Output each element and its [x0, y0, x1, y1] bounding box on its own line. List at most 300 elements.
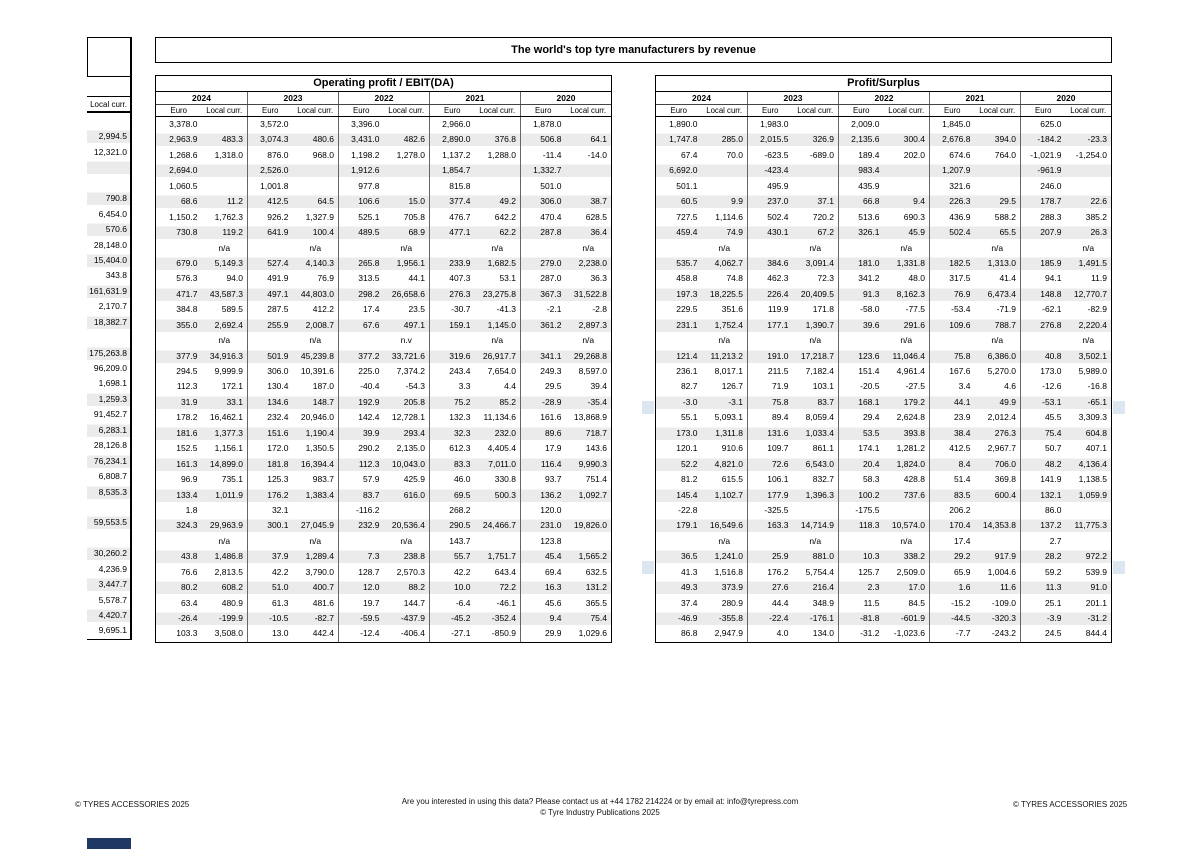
- value-cell: 4,062.7: [714, 257, 743, 268]
- value-cell: 1,752.4: [714, 319, 743, 330]
- value-cell: [702, 117, 748, 132]
- value-cell: -59.5: [338, 611, 384, 626]
- value-cell: 365.5: [585, 597, 607, 608]
- value-cell: [929, 241, 975, 256]
- value-cell: 3,431.0: [338, 132, 384, 147]
- table-row: [156, 241, 611, 256]
- value-cell: -82.7: [314, 613, 334, 623]
- value-cell: 112.3: [176, 381, 198, 392]
- value-cell: 319.6: [429, 349, 475, 364]
- left-column-row: [87, 346, 130, 361]
- value-cell: 384.8: [176, 304, 198, 315]
- value-cell: 45.9: [908, 227, 925, 238]
- value-cell: [1066, 117, 1112, 132]
- local-currency-cell: 6,283.1: [98, 424, 127, 435]
- value-cell: 53.1: [499, 273, 516, 284]
- logo-fragment: [87, 838, 131, 849]
- footer-contact-line1: Are you interested in using this data? Please contact us at +44 1782 214224 or by email at: info@tyrepress.com: [401, 797, 799, 806]
- left-column-row: [87, 485, 130, 500]
- table-row: [156, 534, 611, 549]
- value-cell: 10,391.6: [300, 366, 334, 376]
- table-row: [656, 302, 1111, 317]
- value-cell: 237.0: [747, 194, 793, 209]
- value-cell: 288.3: [1020, 210, 1066, 225]
- value-cell: -58.0: [838, 302, 884, 317]
- table-row: [656, 441, 1111, 456]
- value-cell: 3,309.3: [1078, 412, 1107, 423]
- value-cell: 6,692.0: [669, 165, 698, 176]
- value-cell: 20,409.5: [800, 288, 834, 299]
- euro-column-header: Euro: [747, 105, 793, 116]
- value-cell: 233.9: [429, 256, 475, 271]
- value-cell: 148.7: [312, 396, 334, 407]
- value-cell: 2,009.0: [838, 117, 884, 132]
- value-cell: 3.3: [429, 379, 475, 394]
- left-column-row: [87, 315, 130, 330]
- value-cell: 172.1: [221, 381, 243, 392]
- left-column-row: [87, 562, 130, 577]
- value-cell: 27,045.9: [300, 520, 334, 531]
- value-cell: 63.4: [180, 597, 198, 608]
- value-cell: [202, 163, 248, 178]
- local-currency-cell: 9,695.1: [98, 625, 127, 636]
- value-cell: 306.0: [247, 364, 293, 379]
- local-currency-cell: 76,234.1: [93, 455, 127, 466]
- value-cell: -77.5: [905, 304, 925, 315]
- value-cell: n/a: [309, 242, 322, 253]
- value-cell: 37.9: [247, 549, 293, 564]
- table-row: [656, 194, 1111, 209]
- value-cell: [1020, 241, 1066, 256]
- value-cell: 1,268.6: [169, 149, 198, 160]
- value-cell: 3,378.0: [169, 119, 198, 129]
- value-cell: 11.3: [1020, 580, 1066, 595]
- value-cell: 66.8: [838, 194, 884, 209]
- value-cell: 10.0: [429, 580, 475, 595]
- value-cell: 6,543.0: [805, 458, 834, 469]
- local-currency-column-header: Local curr.: [706, 106, 743, 115]
- value-cell: 103.1: [812, 381, 834, 392]
- value-cell: 393.8: [903, 427, 925, 438]
- value-cell: 44.4: [747, 596, 793, 611]
- value-cell: -11.4: [520, 148, 566, 163]
- value-cell: -10.5: [247, 611, 293, 626]
- value-cell: 317.5: [929, 271, 975, 286]
- table-row: [656, 611, 1111, 626]
- value-cell: 287.5: [247, 302, 293, 317]
- left-column-top-box: [87, 37, 132, 77]
- value-cell: 89.4: [747, 410, 793, 425]
- value-cell: 59.2: [1020, 565, 1066, 580]
- value-cell: -22.8: [678, 504, 698, 515]
- value-cell: -7.7: [929, 626, 975, 641]
- left-column-row: [87, 423, 130, 438]
- value-cell: 11,134.6: [483, 412, 516, 423]
- value-cell: -31.2: [838, 626, 884, 641]
- value-cell: 68.6: [180, 196, 198, 207]
- value-cell: 977.8: [338, 179, 384, 194]
- table-row: [156, 518, 611, 533]
- value-cell: 12.0: [338, 580, 384, 595]
- value-cell: [975, 534, 1021, 549]
- value-cell: n/a: [809, 335, 822, 346]
- left-column-row: [87, 145, 130, 160]
- value-cell: 69.5: [429, 488, 475, 503]
- value-cell: [520, 333, 566, 348]
- euro-column-header: Euro: [429, 105, 475, 116]
- euro-column-header: Euro: [247, 105, 293, 116]
- local-currency-cell: 59,553.5: [93, 517, 127, 528]
- value-cell: 285.0: [721, 134, 743, 145]
- value-cell: 293.4: [403, 427, 425, 438]
- value-cell: 2,676.8: [929, 132, 975, 147]
- value-cell: 55.7: [429, 549, 475, 564]
- value-cell: -1,254.0: [1075, 149, 1107, 160]
- value-cell: [247, 333, 293, 348]
- value-cell: 265.8: [338, 256, 384, 271]
- value-cell: 246.0: [1020, 179, 1066, 194]
- value-cell: 1,150.2: [169, 211, 198, 222]
- value-cell: 29.4: [838, 410, 884, 425]
- value-cell: 1,313.0: [987, 257, 1016, 268]
- value-cell: -320.3: [991, 613, 1016, 623]
- value-cell: 181.0: [838, 256, 884, 271]
- local-currency-cell: [87, 176, 130, 191]
- value-cell: 470.4: [520, 210, 566, 225]
- value-cell: 75.8: [929, 349, 975, 364]
- value-cell: 2.7: [1020, 534, 1066, 549]
- value-cell: 74.9: [726, 227, 743, 238]
- value-cell: 3,074.3: [247, 132, 293, 147]
- left-column-row: [87, 176, 130, 191]
- value-cell: 412.2: [312, 304, 334, 315]
- value-cell: 238.8: [403, 551, 425, 562]
- value-cell: 7,011.0: [488, 458, 516, 469]
- value-cell: 20.4: [838, 457, 884, 472]
- value-cell: 1,331.8: [896, 257, 925, 268]
- value-cell: [429, 241, 475, 256]
- value-cell: 1,682.5: [487, 257, 516, 268]
- value-cell: 84.5: [908, 597, 925, 608]
- value-cell: n/a: [309, 535, 322, 546]
- value-cell: 189.4: [838, 148, 884, 163]
- left-column-row: [87, 469, 130, 484]
- left-column-row: [87, 376, 130, 391]
- value-cell: 45.5: [1020, 410, 1066, 425]
- value-cell: 45.6: [520, 596, 566, 611]
- value-cell: 72.3: [817, 273, 834, 284]
- value-cell: 11,046.4: [892, 350, 925, 361]
- value-cell: 144.7: [403, 597, 425, 608]
- year-label: 2022: [338, 92, 429, 104]
- operating-profit-section-header: Operating profit / EBIT(DA): [155, 75, 612, 92]
- table-row: [656, 225, 1111, 240]
- value-cell: 1,114.6: [715, 211, 743, 222]
- value-cell: 1.8: [185, 504, 198, 515]
- value-cell: 88.2: [408, 582, 425, 593]
- value-cell: 9.9: [731, 196, 743, 207]
- value-cell: 1,198.2: [338, 148, 384, 163]
- local-currency-cell: 3,447.7: [98, 579, 127, 590]
- table-row: [156, 271, 611, 286]
- value-cell: [247, 534, 293, 549]
- value-cell: 20,946.0: [300, 412, 334, 423]
- left-column-row: [87, 222, 130, 237]
- value-cell: [1066, 179, 1112, 194]
- value-cell: 16,549.6: [709, 520, 743, 531]
- value-cell: 341.1: [520, 349, 566, 364]
- value-cell: [884, 163, 930, 178]
- value-cell: 70.0: [726, 149, 743, 160]
- value-cell: 61.3: [247, 596, 293, 611]
- value-cell: 535.7: [676, 257, 698, 268]
- value-cell: 341.2: [838, 271, 884, 286]
- value-cell: 1,288.0: [487, 149, 516, 160]
- value-cell: 86.8: [680, 628, 698, 639]
- value-cell: -44.5: [929, 611, 975, 626]
- value-cell: -6.4: [429, 596, 475, 611]
- value-cell: 11,775.3: [1074, 520, 1107, 531]
- value-cell: 207.9: [1020, 225, 1066, 240]
- table-row: [656, 410, 1111, 425]
- value-cell: 159.1: [429, 318, 475, 333]
- value-cell: 202.0: [903, 149, 925, 160]
- value-cell: -40.4: [338, 379, 384, 394]
- value-cell: 176.2: [747, 565, 793, 580]
- value-cell: 29,963.9: [209, 520, 243, 531]
- table-row: [656, 287, 1111, 302]
- value-cell: 983.4: [838, 163, 884, 178]
- value-cell: [566, 179, 612, 194]
- value-cell: 373.9: [721, 582, 743, 593]
- value-cell: n/a: [991, 335, 1004, 346]
- left-column-row: [87, 454, 130, 469]
- table-row: [656, 379, 1111, 394]
- value-cell: 4,961.4: [896, 366, 925, 376]
- value-cell: 425.9: [403, 474, 425, 485]
- value-cell: -71.9: [996, 304, 1016, 315]
- value-cell: 118.3: [838, 518, 884, 533]
- value-cell: 12,770.7: [1073, 288, 1107, 299]
- operating-profit-table: [155, 75, 612, 643]
- left-column-row: [87, 623, 130, 638]
- local-currency-cell: 96,209.0: [93, 363, 127, 373]
- value-cell: 49.9: [999, 396, 1016, 407]
- local-currency-column-header: Local curr.: [570, 106, 607, 115]
- value-cell: -355.8: [718, 613, 743, 623]
- value-cell: 123.6: [838, 349, 884, 364]
- value-cell: 477.1: [429, 225, 475, 240]
- selection-artifact: [642, 401, 654, 414]
- value-cell: -82.9: [1087, 304, 1107, 315]
- table-row: [656, 534, 1111, 549]
- value-cell: 39.9: [338, 426, 384, 441]
- value-cell: 326.1: [838, 225, 884, 240]
- value-cell: 143.6: [585, 443, 607, 454]
- footer-copyright-left: © TYRES ACCESSORIES 2025: [75, 800, 190, 809]
- value-cell: -22.4: [747, 611, 793, 626]
- value-cell: [293, 163, 339, 178]
- value-cell: 881.0: [812, 551, 834, 562]
- value-cell: 4.6: [1004, 381, 1016, 392]
- euro-column-header: Euro: [929, 105, 975, 116]
- value-cell: 143.7: [429, 534, 475, 549]
- value-cell: 476.7: [429, 210, 475, 225]
- value-cell: -109.0: [991, 597, 1016, 608]
- value-cell: 48.0: [908, 273, 925, 284]
- local-currency-column-header: Local curr.: [479, 106, 516, 115]
- value-cell: 718.7: [585, 427, 607, 438]
- local-currency-cell: 8,535.3: [98, 486, 127, 497]
- value-cell: 2,015.5: [747, 132, 793, 147]
- value-cell: 23.9: [929, 410, 975, 425]
- value-cell: 679.0: [176, 257, 198, 268]
- value-cell: [975, 117, 1021, 132]
- value-cell: [656, 333, 702, 348]
- value-cell: 2,692.4: [214, 319, 243, 330]
- value-cell: 588.2: [994, 211, 1016, 222]
- value-cell: 75.4: [1020, 426, 1066, 441]
- value-cell: 119.2: [222, 227, 243, 238]
- value-cell: -12.6: [1020, 379, 1066, 394]
- value-cell: -16.8: [1087, 381, 1107, 392]
- value-cell: -406.4: [400, 628, 425, 639]
- value-cell: 348.9: [812, 597, 834, 608]
- value-cell: [384, 117, 430, 132]
- value-cell: 720.2: [812, 211, 834, 222]
- value-cell: 3.4: [929, 379, 975, 394]
- year-label: 2023: [247, 92, 338, 104]
- value-cell: 1,278.0: [396, 149, 425, 160]
- left-column-rows: [87, 114, 130, 640]
- value-cell: 832.7: [812, 474, 834, 485]
- value-cell: 5,989.0: [1078, 366, 1107, 376]
- value-cell: -184.2: [1020, 132, 1066, 147]
- value-cell: 39.4: [590, 381, 607, 392]
- value-cell: 641.9: [247, 225, 293, 240]
- profit-surplus-table: [655, 75, 1112, 643]
- local-currency-cell: [87, 531, 130, 546]
- value-cell: 2,947.9: [714, 628, 743, 639]
- value-cell: 86.0: [1020, 503, 1066, 518]
- value-cell: 394.0: [994, 134, 1016, 145]
- value-cell: [293, 117, 339, 132]
- table-row: [656, 132, 1111, 147]
- value-cell: [475, 163, 521, 178]
- value-cell: 276.3: [429, 287, 475, 302]
- table-row: [156, 426, 611, 441]
- euro-column-header: Euro: [670, 106, 687, 115]
- value-cell: 29.9: [520, 626, 566, 641]
- local-currency-cell: 30,260.2: [93, 548, 127, 559]
- value-cell: 170.4: [929, 518, 975, 533]
- table-row: [156, 117, 611, 132]
- value-cell: 206.2: [929, 503, 975, 518]
- value-cell: 489.5: [338, 225, 384, 240]
- value-cell: 232.4: [247, 410, 293, 425]
- value-cell: 43,587.3: [209, 288, 243, 299]
- value-cell: -199.9: [218, 613, 243, 623]
- value-cell: 737.6: [903, 489, 925, 500]
- value-cell: 926.2: [247, 210, 293, 225]
- value-cell: 377.2: [338, 349, 384, 364]
- value-cell: 294.5: [176, 366, 198, 376]
- value-cell: 72.6: [747, 457, 793, 472]
- value-cell: 705.8: [403, 211, 425, 222]
- value-cell: 589.5: [221, 304, 243, 315]
- value-cell: 1,004.6: [987, 566, 1016, 577]
- table-row: [156, 179, 611, 194]
- value-cell: 642.2: [494, 211, 516, 222]
- local-currency-cell: [87, 330, 130, 345]
- value-cell: 226.3: [929, 194, 975, 209]
- value-cell: 6,386.0: [987, 350, 1016, 361]
- local-currency-cell: 1,698.1: [98, 378, 127, 389]
- value-cell: 844.4: [1085, 628, 1107, 639]
- value-cell: [1020, 333, 1066, 348]
- value-cell: n/a: [491, 335, 504, 346]
- value-cell: 910.6: [721, 443, 743, 454]
- value-cell: 49.3: [680, 582, 698, 593]
- value-cell: 116.4: [520, 457, 566, 472]
- value-cell: 326.9: [812, 134, 834, 145]
- value-cell: [793, 163, 839, 178]
- value-cell: 76.9: [929, 287, 975, 302]
- value-cell: -2.8: [592, 304, 607, 315]
- value-cell: 181.8: [247, 457, 293, 472]
- table-row: [156, 503, 611, 518]
- value-cell: 36.4: [590, 227, 607, 238]
- value-cell: 917.9: [994, 551, 1016, 562]
- value-cell: 205.8: [403, 396, 425, 407]
- value-cell: 72.2: [499, 582, 516, 593]
- table-row: [156, 611, 611, 626]
- profit-surplus-grid: [655, 92, 1112, 643]
- value-cell: 506.8: [520, 132, 566, 147]
- value-cell: -175.5: [838, 503, 884, 518]
- value-cell: 3,502.1: [1078, 350, 1107, 361]
- value-cell: [838, 333, 884, 348]
- value-cell: -850.9: [491, 628, 516, 639]
- value-cell: 174.1: [838, 441, 884, 456]
- value-cell: 36.5: [680, 551, 698, 562]
- value-cell: 268.2: [429, 503, 475, 518]
- value-cell: 20,536.4: [391, 520, 425, 531]
- left-column-row: [87, 438, 130, 453]
- value-cell: [384, 503, 430, 518]
- left-column-row: [87, 160, 130, 175]
- left-column-row: [87, 500, 130, 515]
- currency-header-row: [156, 105, 611, 117]
- value-cell: 225.0: [338, 364, 384, 379]
- value-cell: 471.7: [176, 288, 198, 299]
- value-cell: 31.9: [180, 396, 198, 407]
- value-cell: 1,001.8: [247, 179, 293, 194]
- value-cell: 480.6: [312, 134, 334, 145]
- footer-contact-line2: © Tyre Industry Publications 2025: [540, 808, 660, 817]
- value-cell: 1,486.8: [214, 551, 243, 562]
- value-cell: n/a: [718, 242, 731, 253]
- value-cell: 5,270.0: [987, 366, 1016, 376]
- value-cell: 1,311.8: [715, 427, 743, 438]
- value-cell: [747, 241, 793, 256]
- value-cell: 19,826.0: [573, 520, 607, 531]
- table-row: [656, 518, 1111, 533]
- value-cell: 1,029.6: [578, 628, 607, 639]
- value-cell: [247, 241, 293, 256]
- value-cell: 576.3: [176, 273, 198, 284]
- left-column-row: [87, 299, 130, 314]
